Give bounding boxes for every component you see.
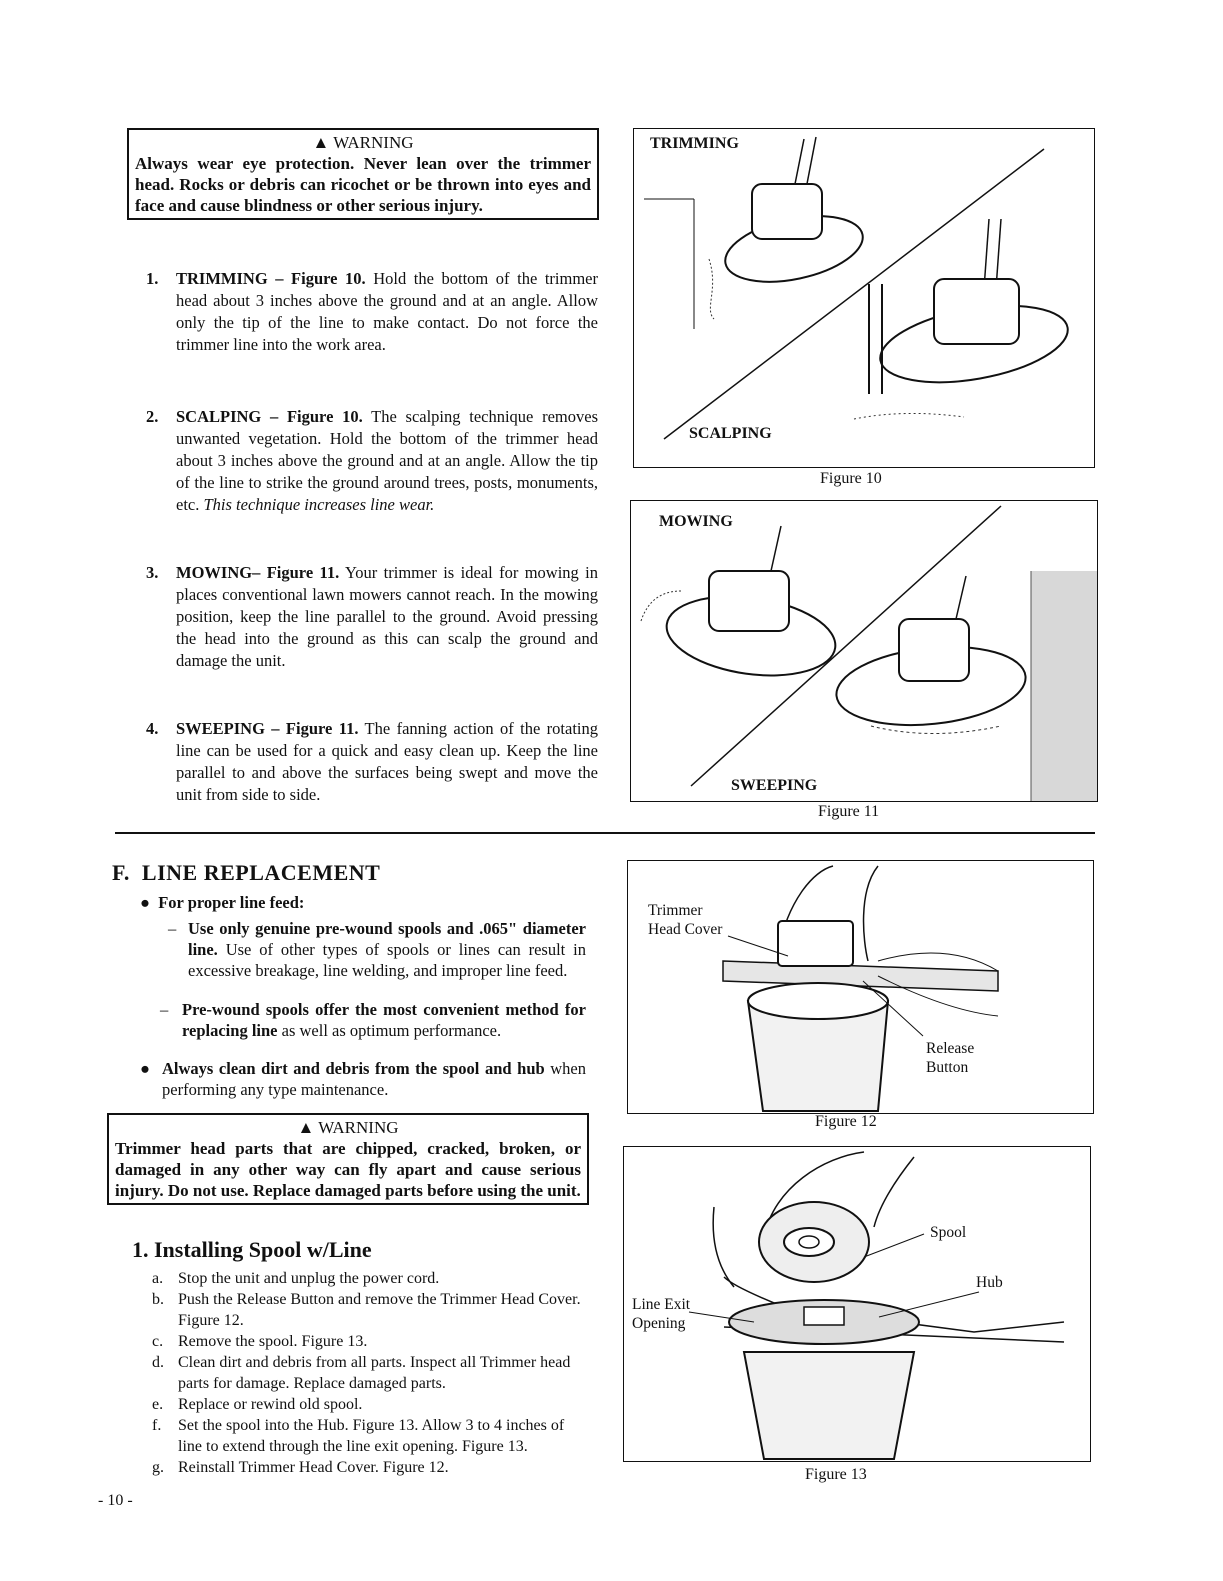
trimming-scalping-drawing bbox=[634, 129, 1094, 467]
dash-rest: Use of other types of spools or lines can result in excessive breakage, line welding, and improper line feed. bbox=[188, 940, 586, 980]
bullet-clean-spool bbox=[140, 1058, 586, 1100]
item-italic-note: This technique increases line wear. bbox=[203, 495, 435, 514]
page-number: - 10 - bbox=[98, 1492, 133, 1509]
item-body: The fanning action of the rotating line can be used for a quick and easy clean up. Keep the line parallel to and above the surfaces being swept and move the unit from side to side. bbox=[176, 719, 599, 804]
step-b bbox=[152, 1289, 582, 1331]
step-text: Clean dirt and debris from all parts. Inspect all Trimmer head parts for damage. Replace damaged parts. bbox=[178, 1354, 571, 1392]
install-spool-heading: 1. Installing Spool w/Line bbox=[132, 1237, 372, 1262]
trimmer-head-cover-drawing bbox=[628, 861, 1093, 1113]
warning-heading: ▲ WARNING bbox=[297, 1118, 399, 1137]
step-letter: g. bbox=[152, 1459, 164, 1476]
item-body: Your trimmer is ideal for mowing in places conventional lawn mowers cannot reach. In the mowing position, keep the line parallel to the ground. Avoid pressing the head into the ground as this can scalp the ground and damage the unit. bbox=[176, 563, 599, 670]
figure-11-illustration bbox=[630, 500, 1098, 802]
fig13-callout-line-exit: Line Exit Opening bbox=[632, 1296, 691, 1332]
step-a bbox=[152, 1268, 582, 1289]
dash-item-genuine-spools bbox=[168, 918, 586, 981]
item-body: Hold the bottom of the trimmer head about 3 inches above the ground and at an angle. Allow only the tip of the line to make contact. Do not force the trimmer line into the work area. bbox=[176, 269, 598, 354]
dash-rest: as well as optimum performance. bbox=[277, 1021, 502, 1040]
warning-box-top bbox=[127, 128, 599, 220]
item-title: SWEEPING – Figure 11. bbox=[176, 719, 359, 738]
section-title: LINE REPLACEMENT bbox=[141, 860, 381, 885]
fig12-callout-head-cover: Trimmer Head Cover bbox=[648, 902, 723, 938]
figure-10-caption: Figure 10 bbox=[820, 470, 882, 487]
section-divider bbox=[115, 832, 1095, 834]
spool-hub-drawing bbox=[624, 1147, 1090, 1461]
step-c bbox=[152, 1331, 582, 1352]
fig12-callout-release-button: Release Button bbox=[926, 1040, 975, 1076]
step-f bbox=[152, 1415, 582, 1457]
bullet-dot: ● bbox=[140, 1059, 150, 1078]
technique-item-trimming bbox=[146, 268, 598, 356]
install-steps-list bbox=[152, 1268, 582, 1478]
step-e bbox=[152, 1394, 582, 1415]
dash-mark: – bbox=[168, 919, 177, 938]
figure-13-illustration bbox=[623, 1146, 1091, 1462]
technique-item-scalping bbox=[146, 406, 598, 516]
fig13-callout-hub: Hub bbox=[976, 1274, 1003, 1291]
step-text: Remove the spool. Figure 13. bbox=[178, 1333, 368, 1350]
bullet-proper-line-feed bbox=[140, 892, 590, 913]
step-letter: b. bbox=[152, 1291, 164, 1308]
bullet-dot: ● bbox=[140, 893, 159, 912]
dash-mark: – bbox=[160, 1000, 169, 1019]
fig10-label-trimming: TRIMMING bbox=[650, 135, 739, 152]
figure-13-caption: Figure 13 bbox=[805, 1466, 867, 1483]
item-number: 4. bbox=[146, 719, 159, 738]
step-text: Stop the unit and unplug the power cord. bbox=[178, 1270, 440, 1287]
bullet-text: For proper line feed: bbox=[158, 893, 305, 912]
item-number: 2. bbox=[146, 407, 159, 426]
bullet-rest: when performing any type maintenance. bbox=[162, 1059, 586, 1099]
fig10-label-scalping: SCALPING bbox=[689, 425, 772, 442]
item-title: MOWING– Figure 11. bbox=[176, 563, 340, 582]
fig11-label-sweeping: SWEEPING bbox=[731, 777, 818, 794]
item-number: 3. bbox=[146, 563, 159, 582]
item-title: TRIMMING – Figure 10. bbox=[176, 269, 366, 288]
step-letter: d. bbox=[152, 1354, 164, 1371]
technique-item-sweeping bbox=[146, 718, 598, 806]
item-number: 1. bbox=[146, 269, 159, 288]
fig11-label-mowing: MOWING bbox=[659, 513, 733, 530]
step-letter: c. bbox=[152, 1333, 164, 1350]
warning-heading: ▲ WARNING bbox=[312, 133, 414, 152]
step-letter: a. bbox=[152, 1270, 164, 1287]
item-body: The scalping technique removes unwanted vegetation. Hold the bottom of the trimmer head about 3 inches above the ground and at an angle. Allow the tip of the line to strike the ground around trees, posts, monuments, etc. bbox=[176, 407, 598, 514]
mowing-sweeping-drawing bbox=[631, 501, 1097, 801]
warning-text: Always wear eye protection. Never lean over the trimmer head. Rocks or debris can ricochet or be thrown into eyes and face and cause blindness or other serious injury. bbox=[135, 154, 591, 215]
dash-bold: Use only genuine pre-wound spools and .065" diameter line. bbox=[188, 919, 586, 959]
step-text: Set the spool into the Hub. Figure 13. Allow 3 to 4 inches of line to extend through the line exit opening. Figure 13. bbox=[178, 1417, 565, 1455]
bullet-bold: Always clean dirt and debris from the spool and hub bbox=[162, 1059, 545, 1078]
fig13-callout-spool: Spool bbox=[930, 1224, 967, 1241]
figure-11-caption: Figure 11 bbox=[818, 803, 880, 820]
step-text: Push the Release Button and remove the Trimmer Head Cover. Figure 12. bbox=[178, 1291, 581, 1329]
step-letter: f. bbox=[152, 1417, 162, 1434]
figure-12-caption: Figure 12 bbox=[815, 1113, 877, 1130]
figure-12-illustration bbox=[627, 860, 1094, 1114]
warning-box-bottom bbox=[107, 1113, 589, 1205]
technique-item-mowing bbox=[146, 562, 598, 672]
warning-text: Trimmer head parts that are chipped, cracked, broken, or damaged in any other way can fly apart and cause serious injury. Do not use. Replace damaged parts before using the unit. bbox=[115, 1139, 581, 1200]
step-text: Replace or rewind old spool. bbox=[178, 1396, 363, 1413]
step-d bbox=[152, 1352, 582, 1394]
step-letter: e. bbox=[152, 1396, 164, 1413]
section-f-heading bbox=[112, 860, 380, 886]
dash-item-prewound bbox=[160, 999, 586, 1041]
figure-10-illustration bbox=[633, 128, 1095, 468]
section-letter: F. bbox=[112, 860, 130, 885]
dash-bold: Pre-wound spools offer the most convenient method for replacing line bbox=[182, 1000, 586, 1040]
step-g bbox=[152, 1457, 582, 1478]
step-text: Reinstall Trimmer Head Cover. Figure 12. bbox=[178, 1459, 449, 1476]
item-title: SCALPING – Figure 10. bbox=[176, 407, 363, 426]
